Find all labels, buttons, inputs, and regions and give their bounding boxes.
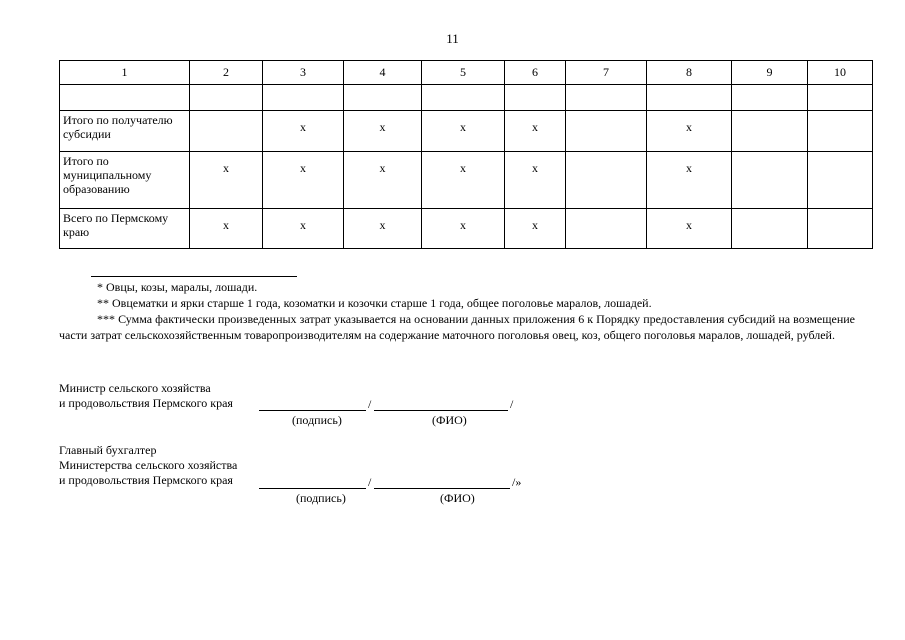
minister-title [59, 381, 233, 411]
table-cell [647, 85, 732, 111]
minister-signature-line [259, 410, 366, 411]
table-cell [422, 85, 505, 111]
slash-closing-quote: /» [512, 475, 522, 489]
table-cell: x [190, 209, 263, 249]
footnote-1: * Овцы, козы, маралы, лошади. [97, 280, 258, 294]
table-cell: x [263, 152, 344, 209]
table-cell [808, 152, 873, 209]
table-cell [505, 85, 566, 111]
signature-caption: (подпись) [292, 413, 342, 427]
slash: / [510, 397, 514, 411]
slash: / [368, 475, 372, 489]
signatory-title-line: Министерства сельского хозяйства [59, 458, 238, 472]
page-number: 11 [446, 31, 459, 46]
table-cell: x [647, 209, 732, 249]
row-label: Всего по Пермскому краю [60, 209, 190, 249]
footnote-2: ** Овцематки и ярки старше 1 года, козоматки и козочки старше 1 года, общее поголовье маралов, лошадей. [97, 296, 652, 310]
table-cell: x [263, 111, 344, 152]
row-label [60, 85, 190, 111]
column-header: 1 [60, 61, 190, 85]
table-cell [808, 85, 873, 111]
table-cell [190, 111, 263, 152]
table-cell [566, 85, 647, 111]
table-cell: x [647, 111, 732, 152]
signatory-title-line: и продовольствия Пермского края [59, 396, 233, 410]
table-cell [808, 209, 873, 249]
signatory-title-line: Министр сельского хозяйства [59, 381, 211, 395]
column-header: 6 [505, 61, 566, 85]
table-cell: x [422, 152, 505, 209]
table-cell [732, 85, 808, 111]
column-header: 9 [732, 61, 808, 85]
minister-name-line [374, 410, 508, 411]
column-header: 8 [647, 61, 732, 85]
accountant-signature-line [259, 488, 366, 489]
table-cell: x [505, 111, 566, 152]
table-cell: x [422, 111, 505, 152]
table-cell [344, 85, 422, 111]
column-header: 5 [422, 61, 505, 85]
table-cell: x [505, 209, 566, 249]
column-header: 10 [808, 61, 873, 85]
table-row-blank [60, 85, 873, 111]
table-cell: x [190, 152, 263, 209]
table-cell [566, 111, 647, 152]
table-cell: x [505, 152, 566, 209]
signature-caption: (подпись) [296, 491, 346, 505]
accountant-name-line [374, 488, 510, 489]
signatory-title-line: и продовольствия Пермского края [59, 473, 233, 487]
table-cell [263, 85, 344, 111]
column-header: 7 [566, 61, 647, 85]
footnotes [59, 279, 855, 343]
name-caption: (ФИО) [440, 491, 475, 505]
table-cell: x [647, 152, 732, 209]
footnote-3: *** Сумма фактически произведенных затрат указывается на основании данных приложения 6 к Порядку предоставления субсидий на возмещение части затрат сельскохозяйственным товаропроизводителям на содержание маточного поголовья овец, коз, общего поголовья маралов, лошадей, рублей. [59, 312, 855, 342]
row-label: Итого по получателю субсидии [60, 111, 190, 152]
table-cell: x [344, 152, 422, 209]
table-header-row [60, 61, 873, 85]
table-cell: x [344, 209, 422, 249]
column-header: 3 [263, 61, 344, 85]
table-row-recipient-total [60, 111, 873, 152]
table-cell [732, 152, 808, 209]
table-cell: x [344, 111, 422, 152]
signatory-title-line: Главный бухгалтер [59, 443, 157, 457]
footnote-separator [91, 276, 297, 277]
column-header: 2 [190, 61, 263, 85]
table-cell: x [422, 209, 505, 249]
table-row-region-total [60, 209, 873, 249]
row-label: Итого по муниципальному образованию [60, 152, 190, 209]
slash: / [368, 397, 372, 411]
table-cell [808, 111, 873, 152]
table-cell [732, 111, 808, 152]
table-row-municipal-total [60, 152, 873, 209]
table-cell [732, 209, 808, 249]
accountant-title [59, 443, 237, 488]
table-cell [190, 85, 263, 111]
subsidy-table [59, 60, 873, 249]
name-caption: (ФИО) [432, 413, 467, 427]
table-cell [566, 152, 647, 209]
table-cell [566, 209, 647, 249]
table-cell: x [263, 209, 344, 249]
column-header: 4 [344, 61, 422, 85]
